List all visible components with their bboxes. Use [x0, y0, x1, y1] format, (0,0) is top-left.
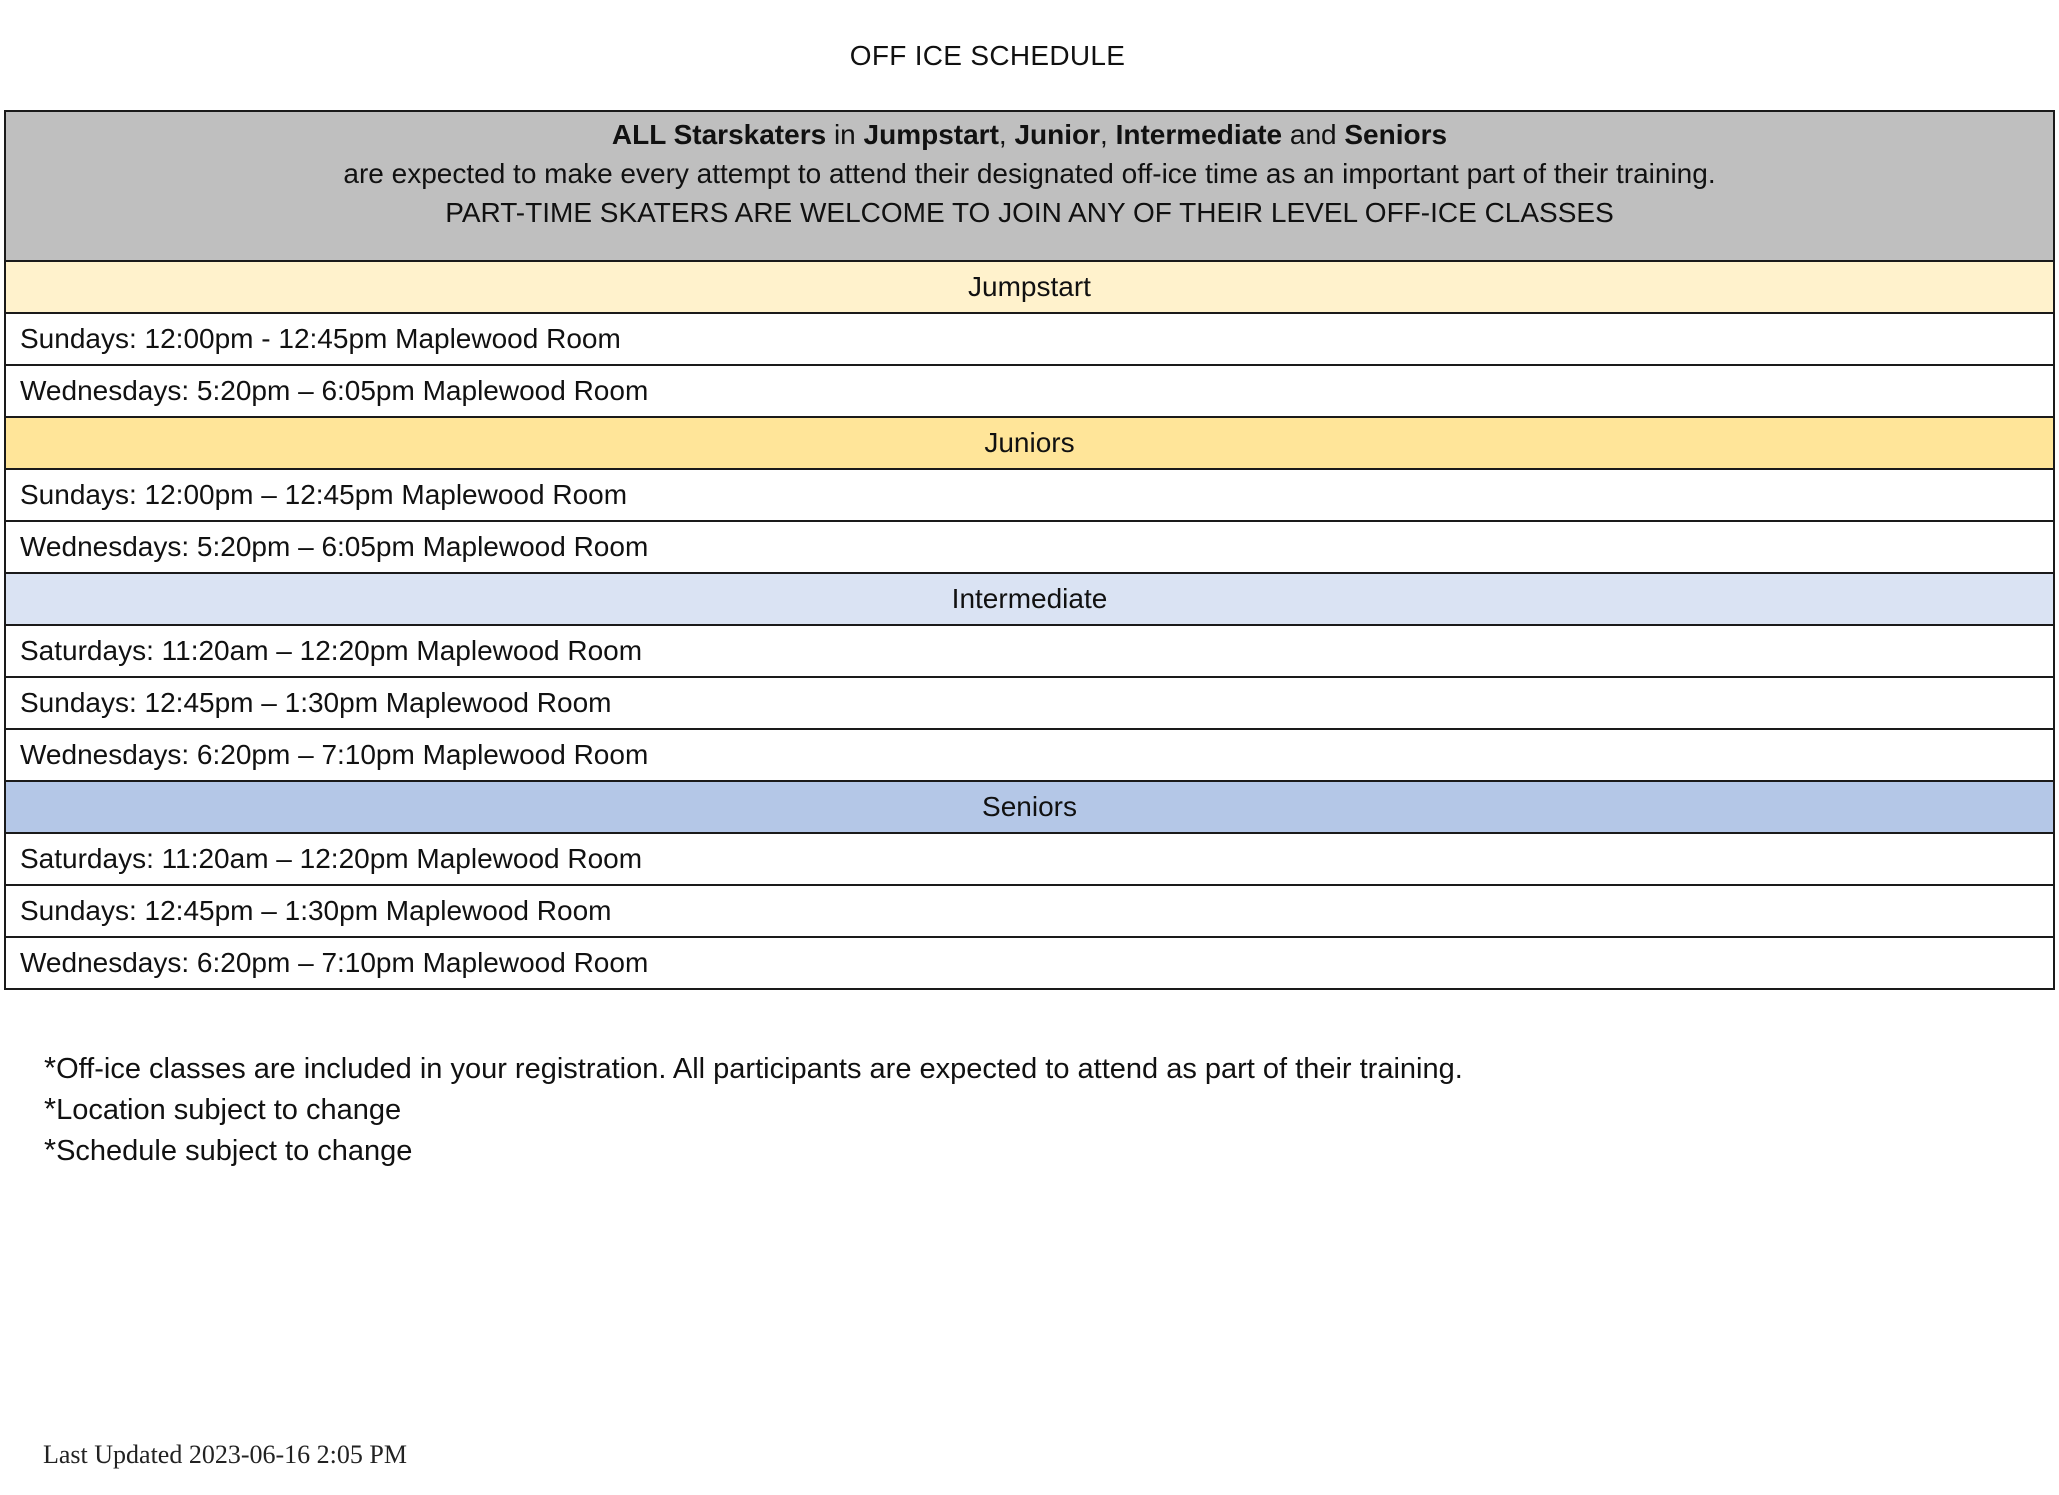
footnote-text: Location subject to change: [56, 1094, 402, 1126]
footnote-line: [44, 1130, 1463, 1171]
schedule-entry: Wednesdays: 5:20pm – 6:05pm Maplewood Room: [5, 521, 2054, 573]
intro-jumpstart: Jumpstart: [863, 119, 999, 150]
schedule-row: [5, 521, 2054, 573]
intro-junior: Junior: [1014, 119, 1101, 150]
section-header-row: [5, 417, 2054, 469]
page-title: OFF ICE SCHEDULE: [849, 40, 1126, 71]
footnote-line: [44, 1048, 1463, 1089]
intro-comma-1: ,: [998, 119, 1015, 150]
footnote-asterisk: *: [44, 1132, 57, 1167]
intro-and: and: [1282, 119, 1345, 150]
intro-all-starskaters: ALL Starskaters: [611, 119, 827, 150]
intro-cell: [5, 111, 2054, 261]
intro-line-1: [6, 112, 2053, 153]
schedule-row: [5, 885, 2054, 937]
schedule-row: [5, 677, 2054, 729]
schedule-entry: Sundays: 12:00pm - 12:45pm Maplewood Room: [5, 313, 2054, 365]
section-header-row: [5, 261, 2054, 313]
schedule-row: [5, 625, 2054, 677]
footnote-asterisk: *: [44, 1050, 57, 1085]
footnote-line: [44, 1089, 1463, 1130]
footnotes: [44, 1048, 1463, 1171]
footnote-text: Off-ice classes are included in your registration. All participants are expected to attend as part of their training.: [56, 1053, 1463, 1085]
footnote-asterisk: *: [44, 1091, 57, 1126]
last-updated: Last Updated 2023-06-16 2:05 PM: [43, 1440, 407, 1469]
schedule-entry: Sundays: 12:45pm – 1:30pm Maplewood Room: [5, 885, 2054, 937]
schedule-table: [4, 110, 2055, 990]
schedule-entry: Saturdays: 11:20am – 12:20pm Maplewood Room: [5, 833, 2054, 885]
schedule-row: [5, 469, 2054, 521]
schedule-entry: Wednesdays: 5:20pm – 6:05pm Maplewood Room: [5, 365, 2054, 417]
schedule-entry: Wednesdays: 6:20pm – 7:10pm Maplewood Room: [5, 937, 2054, 989]
intro-comma-2: ,: [1100, 119, 1116, 150]
intro-line-2: are expected to make every attempt to attend their designated off-ice time as an important part of their training.: [343, 158, 1716, 189]
section-header: Intermediate: [5, 573, 2054, 625]
section-header: Seniors: [5, 781, 2054, 833]
schedule-entry: Sundays: 12:00pm – 12:45pm Maplewood Room: [5, 469, 2054, 521]
schedule-entry: Sundays: 12:45pm – 1:30pm Maplewood Room: [5, 677, 2054, 729]
intro-in: in: [826, 119, 864, 150]
schedule-entry: Saturdays: 11:20am – 12:20pm Maplewood Room: [5, 625, 2054, 677]
schedule-row: [5, 937, 2054, 989]
schedule-row: [5, 313, 2054, 365]
intro-row: [5, 111, 2054, 261]
section-header: Jumpstart: [5, 261, 2054, 313]
schedule-row: [5, 729, 2054, 781]
section-header-row: [5, 781, 2054, 833]
section-header: Juniors: [5, 417, 2054, 469]
intro-intermediate: Intermediate: [1115, 119, 1283, 150]
section-header-row: [5, 573, 2054, 625]
schedule-row: [5, 365, 2054, 417]
schedule-row: [5, 833, 2054, 885]
intro-line-3: PART-TIME SKATERS ARE WELCOME TO JOIN ANY OF THEIR LEVEL OFF-ICE CLASSES: [445, 197, 1614, 228]
schedule-entry: Wednesdays: 6:20pm – 7:10pm Maplewood Room: [5, 729, 2054, 781]
intro-seniors: Seniors: [1344, 119, 1448, 150]
footnote-text: Schedule subject to change: [56, 1135, 413, 1167]
